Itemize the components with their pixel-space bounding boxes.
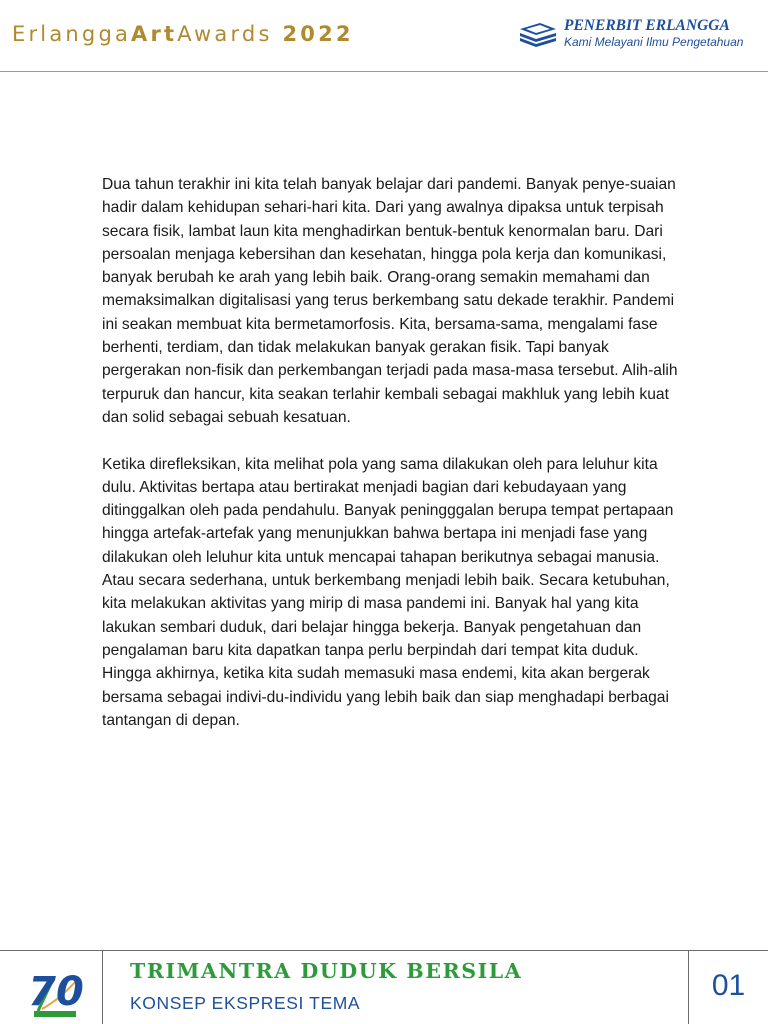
anniversary-number: 70 — [28, 969, 84, 1015]
footer-divider-left — [102, 951, 103, 1024]
awards-title-part2: Art — [131, 22, 178, 46]
book-stack-icon — [518, 21, 558, 47]
publisher-logo-block — [518, 17, 748, 57]
publisher-name: PENERBIT ERLANGGA — [564, 17, 730, 34]
awards-title-part1: Erlangga — [12, 22, 132, 46]
body-text — [102, 173, 684, 755]
awards-title — [12, 22, 354, 46]
awards-title-part3: Awards — [177, 22, 273, 46]
page-header — [0, 0, 768, 72]
footer-title: TRIMANTRA DUDUK BERSILA — [130, 959, 523, 983]
footer-subtitle: KONSEP EKSPRESI TEMA — [130, 993, 361, 1013]
awards-title-year: 2022 — [282, 22, 354, 46]
paragraph: Ketika direfleksikan, kita melihat pola yang sama dilakukan oleh para leluhur kita dulu. Aktivitas bertapa atau bertirakat menjadi bagian dari kebudayaan yang ditinggalkan oleh pada pendahulu. Banyak peningggalan berupa tempat pertapaan hingga artefak-artefak yang menunjukkan bahwa bertapa ini menjadi fase yang dilakukan oleh leluhur kita untuk mencapai tahapan berikutnya sebagai manusia. Atau secara sederhana, untuk berkembang menjadi lebih baik. Secara ketubuhan, kita melakukan aktivitas yang mirip di masa pandemi ini. Banyak hal yang kita lakukan sembari duduk, dari belajar hingga bekerja. Banyak pengetahuan dan pengalaman baru kita dapatkan tanpa perlu berpindah dari tempat kita duduk. Hingga akhirnya, ketika kita sudah memasuki masa endemi, kita akan bergerak bersama sebagai indivi-du-individu yang lebih baik dan siap menghadapi berbagai tantangan di depan. — [102, 455, 674, 729]
publisher-tagline: Kami Melayani Ilmu Pengetahuan — [564, 35, 744, 49]
seventy-anniversary-logo — [28, 959, 86, 1021]
page-number: 01 — [711, 969, 746, 1002]
page-footer — [0, 950, 768, 1024]
paragraph: Dua tahun terakhir ini kita telah banyak belajar dari pandemi. Banyak penye-suaian hadir dalam kehidupan sehari-hari kita. Dari yang awalnya dipaksa untuk terpisah secara fisik, lambat laun kita menghadirkan bentuk-bentuk kenormalan baru. Dari persoalan menjaga kebersihan dan kesehatan, hingga pola kerja dan komunikasi, banyak berubah ke arah yang lebih baik. Orang-orang semakin memahami dan memaksimalkan digitalisasi yang terus berkembang satu dekade terakhir. Pandemi ini seakan membuat kita bermetamorfosis. Kita, bersama-sama, mengalami fase berhenti, terdiam, dan tidak melakukan banyak gerakan fisik. Tapi banyak pergerakan non-fisik dan perkembangan terjadi pada masa-masa tersebut. Alih-alih terpuruk dan hancur, kita seakan terlahir kembali sebagai makhluk yang lebih kuat dan solid sebagai sebuah kesatuan. — [102, 176, 678, 426]
